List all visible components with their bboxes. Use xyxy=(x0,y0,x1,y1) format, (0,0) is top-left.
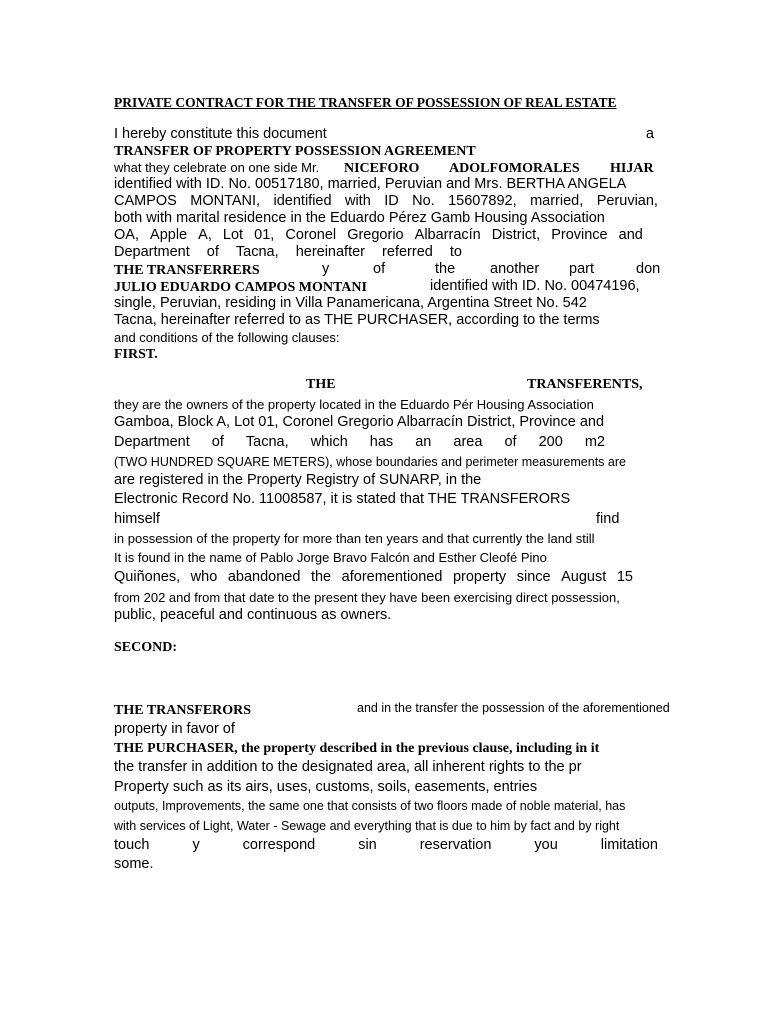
word: since xyxy=(516,569,551,585)
clause2-line-2: property in favor of xyxy=(114,721,235,737)
word: of xyxy=(373,261,386,277)
agreement-heading: TRANSFER OF PROPERTY POSSESSION AGREEMENT xyxy=(114,144,476,159)
word: ID xyxy=(384,193,399,209)
word: with xyxy=(344,193,371,209)
bold-word: THE xyxy=(306,377,336,392)
clause1-line-2: Gamboa, Block A, Lot 01, Coronel Gregorio Albarracín District, Province and xyxy=(114,414,605,430)
word: CAMPOS xyxy=(114,193,177,209)
intro-line-12: Tacna, hereinafter referred to as THE PURCHASER, according to the terms xyxy=(114,312,600,328)
intro-line-8 xyxy=(114,244,462,261)
word: of xyxy=(504,434,517,450)
intro-text: I hereby constitute this document xyxy=(114,126,327,142)
clause2-line-4: the transfer in addition to the designated area, all inherent rights to the pr xyxy=(114,759,582,775)
clause-first-heading: FIRST. xyxy=(114,347,158,362)
clause2-line-5: Property such as its airs, uses, customs, soils, easements, entries xyxy=(114,779,538,795)
document-title: PRIVATE CONTRACT FOR THE TRANSFER OF POSSESSION OF REAL ESTATE xyxy=(114,95,617,110)
word: m2 xyxy=(584,434,605,450)
word: Province xyxy=(551,227,608,243)
word: property xyxy=(452,569,507,585)
word: No. xyxy=(412,193,435,209)
intro-line-5 xyxy=(114,193,658,210)
clause1-line-3 xyxy=(114,434,605,451)
clause2-line-8 xyxy=(114,837,658,854)
word: A, xyxy=(198,227,212,243)
intro-line-11: single, Peruvian, residing in Villa Panamericana, Argentina Street No. 542 xyxy=(114,295,587,311)
party-name: HIJAR xyxy=(610,161,654,176)
word: find xyxy=(596,511,620,527)
clause1-line-1: they are the owners of the property located in the Eduardo Pér Housing Association xyxy=(114,397,594,412)
word: and xyxy=(618,227,643,243)
word: y xyxy=(322,261,330,277)
word: correspond xyxy=(242,837,316,853)
word: Apple xyxy=(150,227,188,243)
word: MONTANI, xyxy=(190,193,261,209)
intro-text: a xyxy=(645,126,654,142)
word: area xyxy=(453,434,483,450)
word: Quiñones, xyxy=(114,569,181,585)
intro-text: identified with ID. No. 00474196, xyxy=(430,278,640,294)
clause-second-heading: SECOND: xyxy=(114,640,178,655)
clause1-line-9: It is found in the name of Pablo Jorge Bravo Falcón and Esther Cleofé Pino xyxy=(114,550,547,565)
word: touch xyxy=(114,837,150,853)
word: 15607892, xyxy=(448,193,517,209)
purchaser-name: JULIO EDUARDO CAMPOS MONTANI xyxy=(114,280,367,295)
word: identified xyxy=(273,193,332,209)
word: another xyxy=(490,261,540,277)
intro-line-7 xyxy=(114,227,643,244)
transferrers-label: THE TRANSFERRERS xyxy=(114,263,260,278)
clause2-line-7: with services of Light, Water - Sewage and everything that is due to him by fact and by right xyxy=(114,819,620,833)
word: married, xyxy=(530,193,584,209)
word: referred xyxy=(382,244,433,260)
word: Tacna, xyxy=(235,244,279,260)
word: Lot xyxy=(222,227,244,243)
clause2-line-3: THE PURCHASER, the property described in the previous clause, including in it xyxy=(114,741,600,756)
word: aforementioned xyxy=(341,569,443,585)
word: limitation xyxy=(600,837,658,853)
word: part xyxy=(569,261,594,277)
word: of xyxy=(206,244,219,260)
intro-line-4: identified with ID. No. 00517180, married, Peruvian and Mrs. BERTHA ANGELA xyxy=(114,176,627,192)
intro-line-1 xyxy=(114,126,654,143)
party-name: ADOLFOMORALES xyxy=(449,161,580,176)
word: OA, xyxy=(114,227,139,243)
clause1-line-10 xyxy=(114,569,633,586)
word: 01, xyxy=(254,227,275,243)
clause1-line-6: Electronic Record No. 11008587, it is stated that THE TRANSFERORS xyxy=(114,491,571,507)
word: reservation xyxy=(419,837,492,853)
word: Department xyxy=(114,244,190,260)
word: sin xyxy=(358,837,377,853)
word: Albarracín xyxy=(414,227,481,243)
word: has xyxy=(369,434,394,450)
word: an xyxy=(415,434,432,450)
word: Gregorio xyxy=(347,227,404,243)
clause1-line-4: (TWO HUNDRED SQUARE METERS), whose boundaries and perimeter measurements are xyxy=(114,455,626,469)
word: to xyxy=(449,244,462,260)
transferors-label: THE TRANSFERORS xyxy=(114,703,252,718)
word: 15 xyxy=(616,569,633,585)
word: Coronel xyxy=(285,227,337,243)
party-name: NICEFORO xyxy=(344,161,420,176)
word: abandoned xyxy=(227,569,301,585)
intro-text: what they celebrate on one side Mr. xyxy=(114,160,320,175)
word: of xyxy=(211,434,224,450)
clause2-line-6: outputs, Improvements, the same one that consists of two floors made of noble material, has xyxy=(114,799,626,813)
intro-line-6: both with marital residence in the Eduardo Pérez Gamb Housing Association xyxy=(114,210,605,226)
intro-line-13: and conditions of the following clauses: xyxy=(114,330,340,345)
word: don xyxy=(636,261,661,277)
clause1-line-8: in possession of the property for more than ten years and that currently the land still xyxy=(114,531,595,546)
clause1-line-11: from 202 and from that date to the present they have been exercising direct possession, xyxy=(114,590,620,605)
word: the xyxy=(310,569,332,585)
word: hereinafter xyxy=(295,244,366,260)
word: himself xyxy=(114,511,160,527)
word: District, xyxy=(491,227,541,243)
word: Tacna, xyxy=(245,434,289,450)
clause1-line-5: are registered in the Property Registry of SUNARP, in the xyxy=(114,472,482,488)
clause2-line-9: some. xyxy=(114,856,154,872)
clause1-line-12: public, peaceful and continuous as owners. xyxy=(114,607,392,623)
word: 200 xyxy=(538,434,563,450)
word: which xyxy=(310,434,348,450)
word: y xyxy=(192,837,200,853)
word: Department xyxy=(114,434,190,450)
word: the xyxy=(435,261,456,277)
clause2-text: and in the transfer the possession of the aforementioned xyxy=(357,701,670,715)
word: who xyxy=(190,569,218,585)
word: you xyxy=(534,837,558,853)
word: August xyxy=(561,569,607,585)
bold-word: TRANSFERENTS, xyxy=(527,377,643,392)
word: Peruvian, xyxy=(596,193,658,209)
